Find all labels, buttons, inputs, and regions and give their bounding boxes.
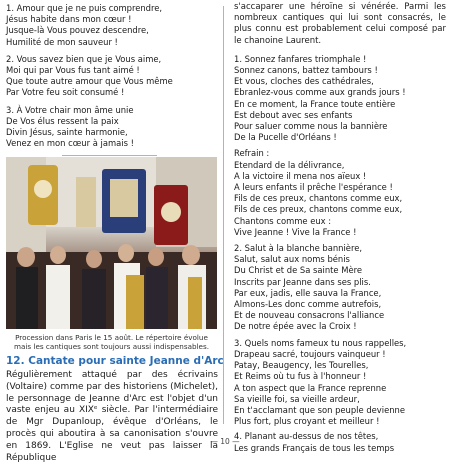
stanza-3 [6, 105, 213, 150]
verse-line: 2. Vous savez bien que je Vous aime, [6, 53, 162, 64]
verse-line: Est debout avec ses enfants [234, 109, 353, 120]
verse-line: Humilité de mon sauveur ! [6, 36, 118, 47]
verse-line: Et Reims où tu fus à l'honneur ! [234, 371, 367, 382]
verse-line: Jésus habite dans mon cœur ! [6, 14, 132, 25]
verse-line: En t'acclamant que son peuple devienne [234, 404, 405, 415]
verse-line: Sonnez canons, battez tambours ! [234, 65, 378, 76]
verse-line: Fils de ces preux, chantons comme eux, [234, 193, 403, 204]
verse-line: A la victoire il mena nos aïeux ! [234, 170, 367, 181]
verse-line: Que toute autre amour que Vous même [6, 76, 173, 87]
verse-line: Drapeau sacré, toujours vainqueur ! [234, 348, 386, 359]
verse-line: Du Christ et de Sa sainte Mère [234, 265, 363, 276]
left-column [6, 3, 213, 158]
verse-line: Ebranlez-vous comme aux grands jours ! [234, 87, 406, 98]
verse-line: Par Votre feu soit consumé ! [6, 87, 125, 98]
stanza-r3 [234, 338, 446, 428]
verse-line: Patay, Beaugency, les Tourelles, [234, 360, 369, 371]
verse-line: Et vous, cloches des cathédrales, [234, 76, 374, 87]
verse-line: A ton aspect que la France reprenne [234, 382, 387, 393]
verse-line: Refrain : [234, 148, 270, 159]
stanza-r1 [234, 54, 446, 144]
right-column [234, 2, 446, 454]
stanza-1 [6, 3, 213, 48]
verse-line: Pour saluer comme nous la bannière [234, 121, 388, 132]
verse-line: Les grands Français de tous les temps [234, 442, 395, 453]
verse-line: Plus fort, plus croyant et meilleur ! [234, 416, 380, 427]
verse-line: 4. Planant au-dessus de nos têtes, [234, 431, 379, 442]
verse-line: 3. Quels noms fameux tu nous rappelles, [234, 337, 407, 348]
verse-line: Venez en mon cœur à jamais ! [6, 138, 134, 149]
verse-line: Salut, salut aux noms bénis [234, 254, 350, 265]
verse-line: De la Pucelle d'Orléans ! [234, 132, 337, 143]
verse-line: Par eux, jadis, elle sauva la France, [234, 287, 382, 298]
verse-line: En ce moment, la France toute entière [234, 98, 396, 109]
refrain [234, 148, 446, 238]
verse-line: De notre épée avec la Croix ! [234, 321, 357, 332]
stanza-2 [6, 54, 213, 99]
procession-photo [6, 157, 217, 329]
verse-line: Etendard de la délivrance, [234, 159, 345, 170]
photo-caption: Procession dans Paris le 15 août. Le répertoire évolue mais les cantiques sont toujours aussi indispensables. [14, 333, 209, 351]
intro-paragraph: s'accaparer une héroïne si vénérée. Parmi les nombreux cantiques qui lui sont consacrés, le plus connu est probablement celui composé par le chanoine Laurent. [234, 2, 446, 46]
verse-line: Et de nouveau consacrons l'alliance [234, 310, 385, 321]
verse-line: Inscrits par Jeanne dans ses plis. [234, 276, 371, 287]
section-heading: 12. Cantate pour sainte Jeanne d'Arc [6, 355, 224, 367]
stanza-r2 [234, 243, 446, 333]
verse-line: Moi qui par Vous fus tant aimé ! [6, 65, 140, 76]
verse-line: Vive Jeanne ! Vive la France ! [234, 226, 357, 237]
verse-line: Jusque-là Vous pouvez descendre, [6, 25, 149, 36]
verse-line: Fils de ces preux, chantons comme eux, [234, 204, 403, 215]
verse-line: A leurs enfants il prêche l'espérance ! [234, 182, 393, 193]
verse-line: 1. Sonnez fanfares triomphale ! [234, 53, 367, 64]
verse-line: 2. Salut à la blanche bannière, [234, 243, 363, 254]
verse-line: Divin Jésus, sainte harmonie, [6, 127, 128, 138]
verse-line: 3. À Votre chair mon âme unie [6, 104, 134, 115]
verse-line: De Vos élus ressent la paix [6, 115, 119, 126]
procession-illustration [6, 157, 217, 329]
section-paragraph: Régulièrement attaqué par des écrivains (Voltaire) comme par des historiens (Michelet), le personnage de Jeanne d'Arc est l'objet d'un vaste enjeu au XIXᵉ siècle. Par l'intermédiaire de Mgr Dupanloup, évêque d'Orléans, le procès qui aboutira à sa canonisation s'ouvre en 1869. L'Eglise ne veut pas laisser la République [6, 370, 218, 463]
verse-line: Sa vieille foi, sa vieille ardeur, [234, 393, 360, 404]
verse-line: Chantons comme eux : [234, 215, 332, 226]
page-number: — 10 — [210, 437, 240, 446]
verse-line: Almons-Les donc comme autrefois, [234, 299, 382, 310]
column-divider [223, 6, 224, 424]
verse-line: 1. Amour que je ne puis comprendre, [6, 3, 163, 13]
